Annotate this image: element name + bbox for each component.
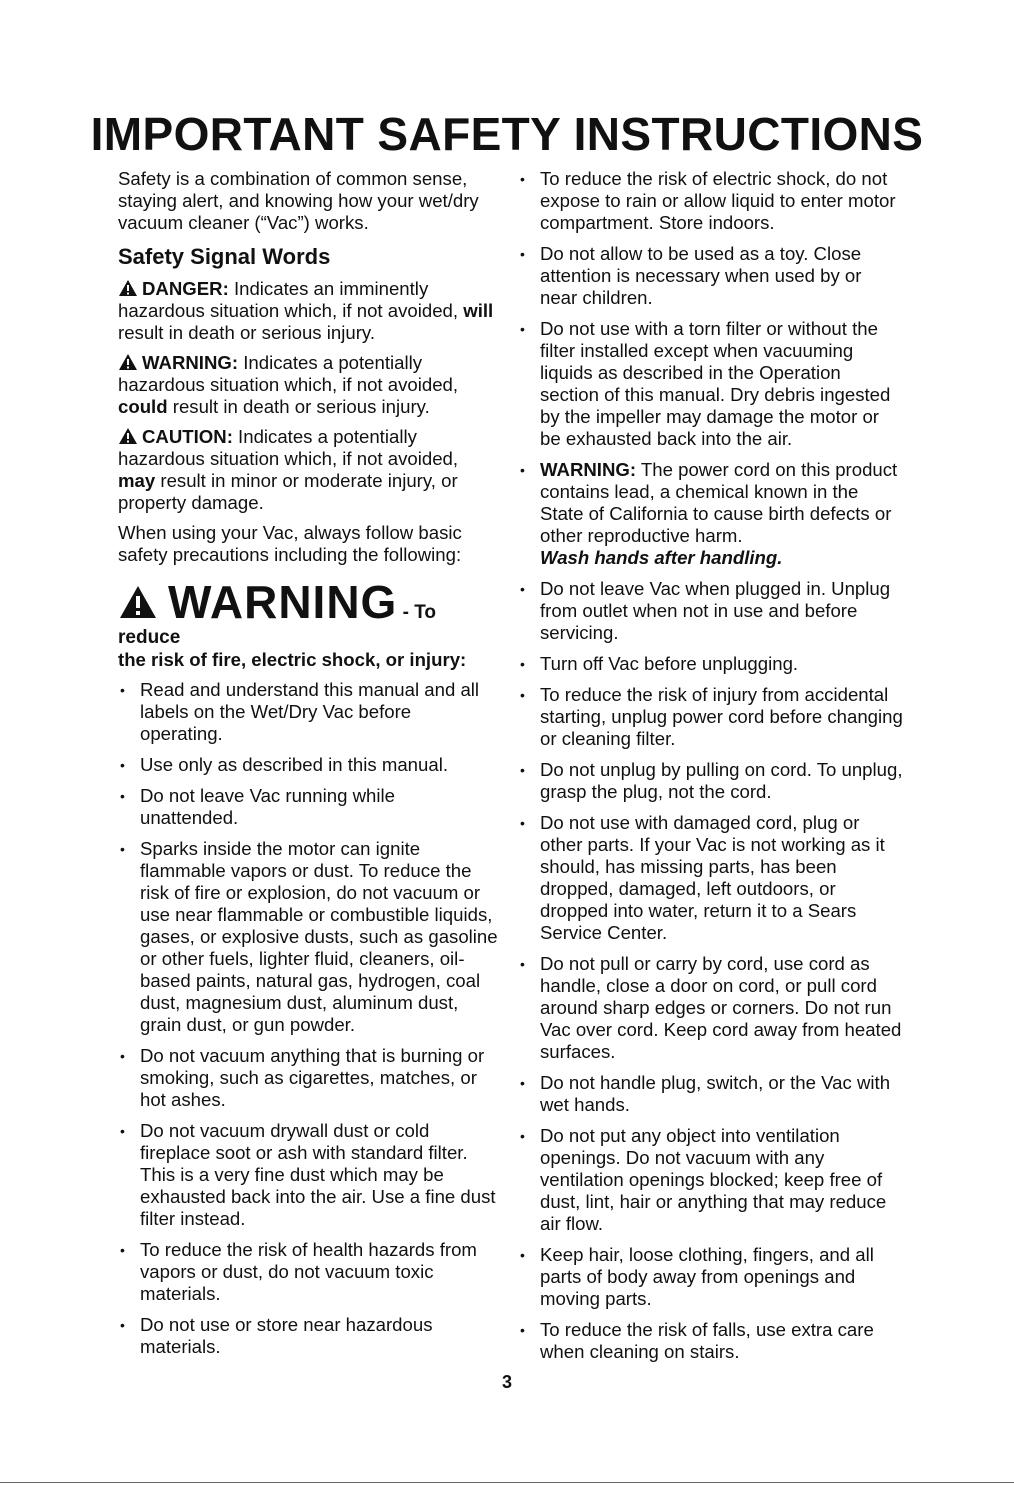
right-column [518,168,903,1372]
signal-text-a: Indicates a potentially hazardous situation which, if not avoided, [118,352,459,395]
bottom-rule [0,1482,1014,1483]
list-item: • Do not pull or carry by cord, use cord as handle, close a door on cord, or pull cord around sharp edges or corners. Do not run Vac over cord. Keep cord away from heated surfaces. [518,953,903,1063]
warning-triangle-icon [118,584,158,620]
prop65-text: The power cord on this product contains lead, a chemical known in the State of California to cause birth defects or other reproductive harm. [540,459,898,546]
right-bullet-list-a [518,168,903,450]
signal-emphasis: may [118,470,156,491]
signal-word-caution [118,426,498,514]
left-column [118,168,498,1367]
list-item: • To reduce the risk of falls, use extra care when cleaning on stairs. [518,1319,903,1363]
prop65-label: WARNING: [540,459,637,480]
right-bullet-list-b [518,578,903,1363]
signal-emphasis: will [463,300,494,321]
signal-text-b: result in minor or moderate injury, or property damage. [118,470,458,513]
prop65-warning [518,459,903,569]
page-title: IMPORTANT SAFETY INSTRUCTIONS [90,108,924,160]
basic-precautions: When using your Vac, always follow basic safety precautions including the following: [118,522,462,565]
list-item: • Use only as described in this manual. [118,754,498,776]
list-item: • Read and understand this manual and all labels on the Wet/Dry Vac before operating. [118,679,498,745]
prop65-list [518,459,903,569]
signal-emphasis: could [118,396,168,417]
intro-paragraph: Safety is a combination of common sense, staying alert, and knowing how your wet/dry vacuum cleaner (“Vac”) works. [118,168,479,233]
list-item: • Do not use or store near hazardous materials. [118,1314,498,1358]
signal-label: DANGER: [142,278,229,299]
signal-label: WARNING: [142,352,239,373]
list-item: • Do not put any object into ventilation openings. Do not vacuum with any ventilation openings blocked; keep free of dust, lint, hair or anything that may reduce air flow. [518,1125,903,1235]
list-item: • Turn off Vac before unplugging. [518,653,903,675]
warning-word: WARNING [168,576,398,628]
list-item: • Do not leave Vac when plugged in. Unplug from outlet when not in use and before servicing. [518,578,903,644]
list-item: • To reduce the risk of electric shock, do not expose to rain or allow liquid to enter motor compartment. Store indoors. [518,168,903,234]
signal-text-b: result in death or serious injury. [167,396,430,417]
warning-triangle-icon [118,279,138,297]
safety-signal-heading: Safety Signal Words [118,244,331,269]
warning-triangle-icon [118,427,138,445]
signal-label: CAUTION: [142,426,233,447]
list-item: • Do not use with damaged cord, plug or other parts. If your Vac is not working as it should, has missing parts, has been dropped, damaged, left outdoors, or dropped into water, return it to a Sears Service Center. [518,812,903,944]
signal-words [118,278,498,514]
list-item: • Do not use with a torn filter or without the filter installed except when vacuuming liquids as described in the Operation section of this manual. Dry debris ingested by the impeller may damage the motor or be exhausted back into the air. [518,318,903,450]
warning-subheading: the risk of fire, electric shock, or injury: [118,649,467,670]
list-item: • Sparks inside the motor can ignite flammable vapors or dust. To reduce the risk of fire or explosion, do not vacuum or use near flammable or combustible liquids, gases, or explosive dusts, such as gasoline or other fuels, lighter fluid, cleaners, oil-based paints, natural gas, hydrogen, coal dust, magnesium dust, aluminum dust, grain dust, or gun powder. [118,838,498,1036]
list-item: • Do not unplug by pulling on cord. To unplug, grasp the plug, not the cord. [518,759,903,803]
wash-hands-note: Wash hands after handling. [540,547,783,568]
signal-text-a: Indicates a potentially hazardous situation which, if not avoided, [118,426,459,469]
signal-text-a: Indicates an imminently hazardous situation which, if not avoided, [118,278,464,321]
list-item: • Do not vacuum anything that is burning or smoking, such as cigarettes, matches, or hot ashes. [118,1045,498,1111]
list-item: • Do not leave Vac running while unattended. [118,785,498,829]
warning-reduce: - To reduce [118,602,437,648]
list-item: • Keep hair, loose clothing, fingers, and all parts of body away from openings and moving parts. [518,1244,903,1310]
signal-word-warning [118,352,498,418]
warning-heading [118,578,498,671]
list-item: • Do not vacuum drywall dust or cold fireplace soot or ash with standard filter. This is a very fine dust which may be exhausted back into the air. Use a fine dust filter instead. [118,1120,498,1230]
warning-triangle-icon [118,353,138,371]
list-item: • To reduce the risk of injury from accidental starting, unplug power cord before changing or cleaning filter. [518,684,903,750]
list-item: • Do not handle plug, switch, or the Vac with wet hands. [518,1072,903,1116]
signal-text-b: result in death or serious injury. [118,322,375,343]
list-item: • Do not allow to be used as a toy. Close attention is necessary when used by or near children. [518,243,903,309]
page-number: 3 [501,1372,512,1392]
list-item: • To reduce the risk of health hazards from vapors or dust, do not vacuum toxic materials. [118,1239,498,1305]
left-bullet-list [118,679,498,1358]
signal-word-danger [118,278,498,344]
